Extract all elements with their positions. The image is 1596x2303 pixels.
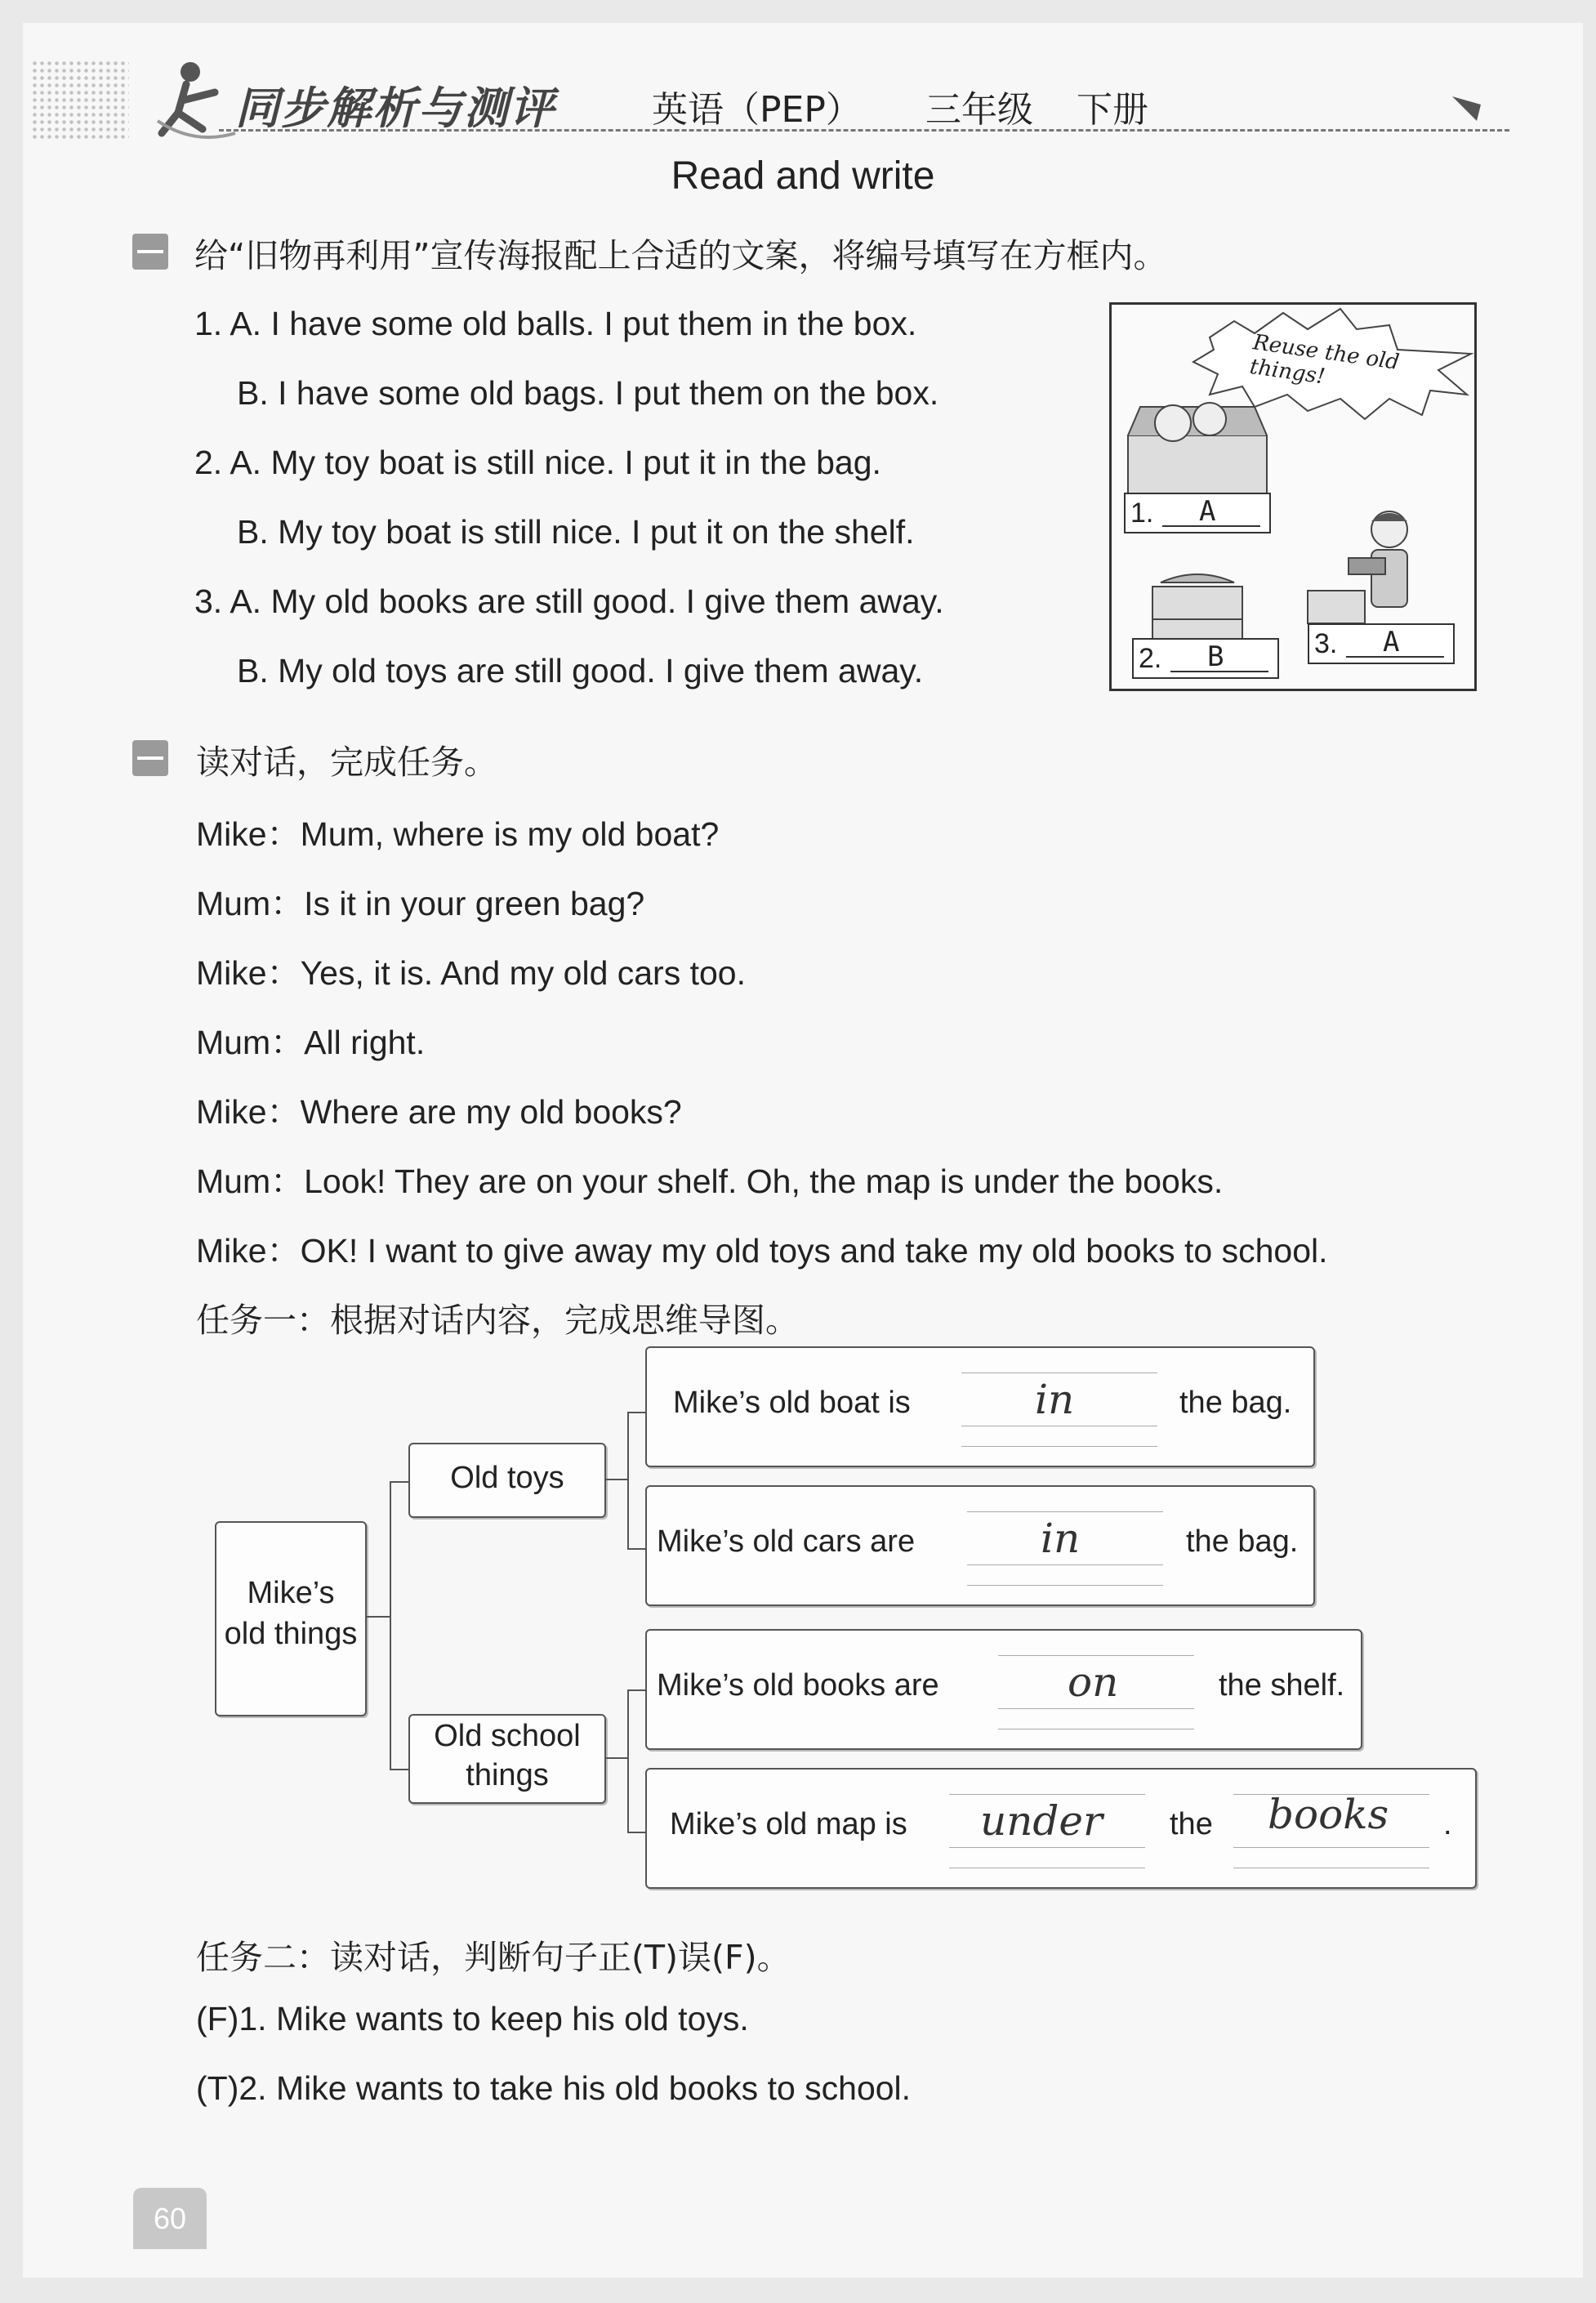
writing-line <box>998 1655 1194 1656</box>
connector <box>365 1616 390 1618</box>
leaf-cars-post: the bag. <box>1186 1524 1299 1559</box>
dialogue-line: Mike：Yes, it is. And my old cars too. <box>196 954 746 992</box>
leaf-map-post: . <box>1443 1807 1452 1841</box>
option-2b: B. My toy boat is still nice. I put it on the shelf. <box>237 513 915 551</box>
judgment-item-1 <box>196 2000 749 2038</box>
dialogue-line: Mum：Look! They are on your shelf. Oh, the map is under the books. <box>196 1163 1224 1200</box>
writing-line <box>949 1847 1145 1848</box>
judgment-mark: (T) <box>196 2069 239 2107</box>
poster-label-3 <box>1308 623 1455 664</box>
part1-heading: 给“旧物再利用”宣传海报配上合适的文案，将编号填写在方框内。 <box>194 236 1167 275</box>
branch-old-toys-label: Old toys <box>450 1461 564 1495</box>
mindmap-leaf-boat <box>645 1346 1315 1467</box>
mindmap-branch-old-toys <box>408 1443 606 1518</box>
writing-line <box>967 1511 1163 1512</box>
runner-logo-icon <box>154 56 243 145</box>
task1-title: 任务一：根据对话内容，完成思维导图。 <box>196 1301 799 1340</box>
option-1a: 1. A. I have some old balls. I put them in the box. <box>194 305 917 342</box>
leaf-map-answer2: books <box>1268 1791 1389 1838</box>
header-rule <box>219 129 1509 132</box>
poster-picture <box>1109 302 1477 691</box>
leaf-boat-post: the bag. <box>1179 1386 1292 1420</box>
poster-label-2-number: 2. <box>1139 643 1162 674</box>
mindmap-leaf-books <box>645 1629 1362 1750</box>
poster-label-3-number: 3. <box>1314 628 1338 659</box>
mindmap-leaf-cars <box>645 1485 1315 1606</box>
connector <box>604 1479 627 1480</box>
judgment-text: 2. Mike wants to take his old books to school. <box>239 2069 912 2107</box>
leaf-books-pre: Mike’s old books are <box>657 1668 939 1703</box>
connector <box>627 1412 647 1550</box>
writing-line <box>967 1585 1163 1586</box>
leaf-map-mid: the <box>1170 1807 1213 1841</box>
dialogue-line: Mike：Mum, where is my old boat? <box>196 815 720 853</box>
option-3b: B. My old toys are still good. I give them away. <box>237 652 924 690</box>
option-1b: B. I have some old bags. I put them on the box. <box>237 374 939 412</box>
leaf-books-post: the shelf. <box>1219 1668 1345 1703</box>
section-one-icon <box>132 234 168 270</box>
poster-label-2 <box>1132 638 1279 679</box>
leaf-map-answer: under <box>980 1797 1103 1845</box>
page-number: 60 <box>133 2188 207 2249</box>
poster-slogan: Reuse the old things! <box>1248 330 1401 390</box>
mindmap-branch-old-school-things <box>408 1714 606 1804</box>
dialogue-line: Mike：OK! I want to give away my old toys and take my old books to school. <box>196 1232 1328 1270</box>
writing-line <box>998 1708 1194 1709</box>
mindmap-root-line1: Mike’s <box>247 1576 335 1610</box>
corner-arrow-icon <box>1448 88 1489 129</box>
branch-old-school-line1: Old school <box>434 1719 581 1753</box>
writing-line <box>1233 1847 1429 1848</box>
leaf-map-pre: Mike’s old map is <box>670 1807 907 1841</box>
writing-line <box>961 1372 1157 1373</box>
brand-title: 同步解析与测评 <box>235 83 555 134</box>
leaf-boat-pre: Mike’s old boat is <box>673 1386 911 1420</box>
header-dot-pattern <box>31 60 129 141</box>
leaf-cars-pre: Mike’s old cars are <box>657 1524 916 1559</box>
mindmap-root-line2: old things <box>224 1617 358 1651</box>
connector <box>604 1757 627 1759</box>
poster-label-2-answer: B <box>1207 640 1224 673</box>
writing-line <box>949 1794 1145 1795</box>
option-2a: 2. A. My toy boat is still nice. I put it in the bag. <box>194 444 881 481</box>
poster-label-1 <box>1124 493 1271 533</box>
mindmap-leaf-map <box>645 1768 1477 1889</box>
dialogue-line: Mum：All right. <box>196 1024 426 1061</box>
judgment-mark: (F) <box>196 2000 239 2037</box>
judgment-text: 1. Mike wants to keep his old toys. <box>239 2000 749 2037</box>
option-3a: 3. A. My old books are still good. I give them away. <box>194 582 944 620</box>
leaf-cars-answer: in <box>1041 1515 1081 1562</box>
task2-title: 任务二：读对话，判断句子正(T)误(F)。 <box>196 1938 791 1977</box>
judgment-item-2 <box>196 2069 911 2108</box>
mindmap-root <box>215 1521 367 1716</box>
writing-line <box>961 1446 1157 1447</box>
dialogue-line: Mike：Where are my old books? <box>196 1093 682 1131</box>
poster-label-1-number: 1. <box>1130 498 1154 529</box>
page <box>23 23 1583 2278</box>
header-term: 下册 <box>1077 89 1148 131</box>
section-title: Read and write <box>671 154 935 198</box>
dialogue-line: Mum：Is it in your green bag? <box>196 885 645 922</box>
writing-line <box>967 1564 1163 1565</box>
part2-heading: 读对话，完成任务。 <box>196 743 497 782</box>
connector <box>627 1689 647 1833</box>
leaf-boat-answer: in <box>1035 1376 1075 1423</box>
branch-old-school-line2: things <box>466 1758 549 1792</box>
header-subject: 英语（PEP） <box>652 89 862 131</box>
poster-label-3-answer: A <box>1383 626 1400 658</box>
section-two-icon <box>132 740 168 776</box>
poster-label-1-answer: A <box>1199 495 1216 528</box>
header-grade: 三年级 <box>925 89 1033 131</box>
leaf-books-answer: on <box>1068 1658 1119 1706</box>
